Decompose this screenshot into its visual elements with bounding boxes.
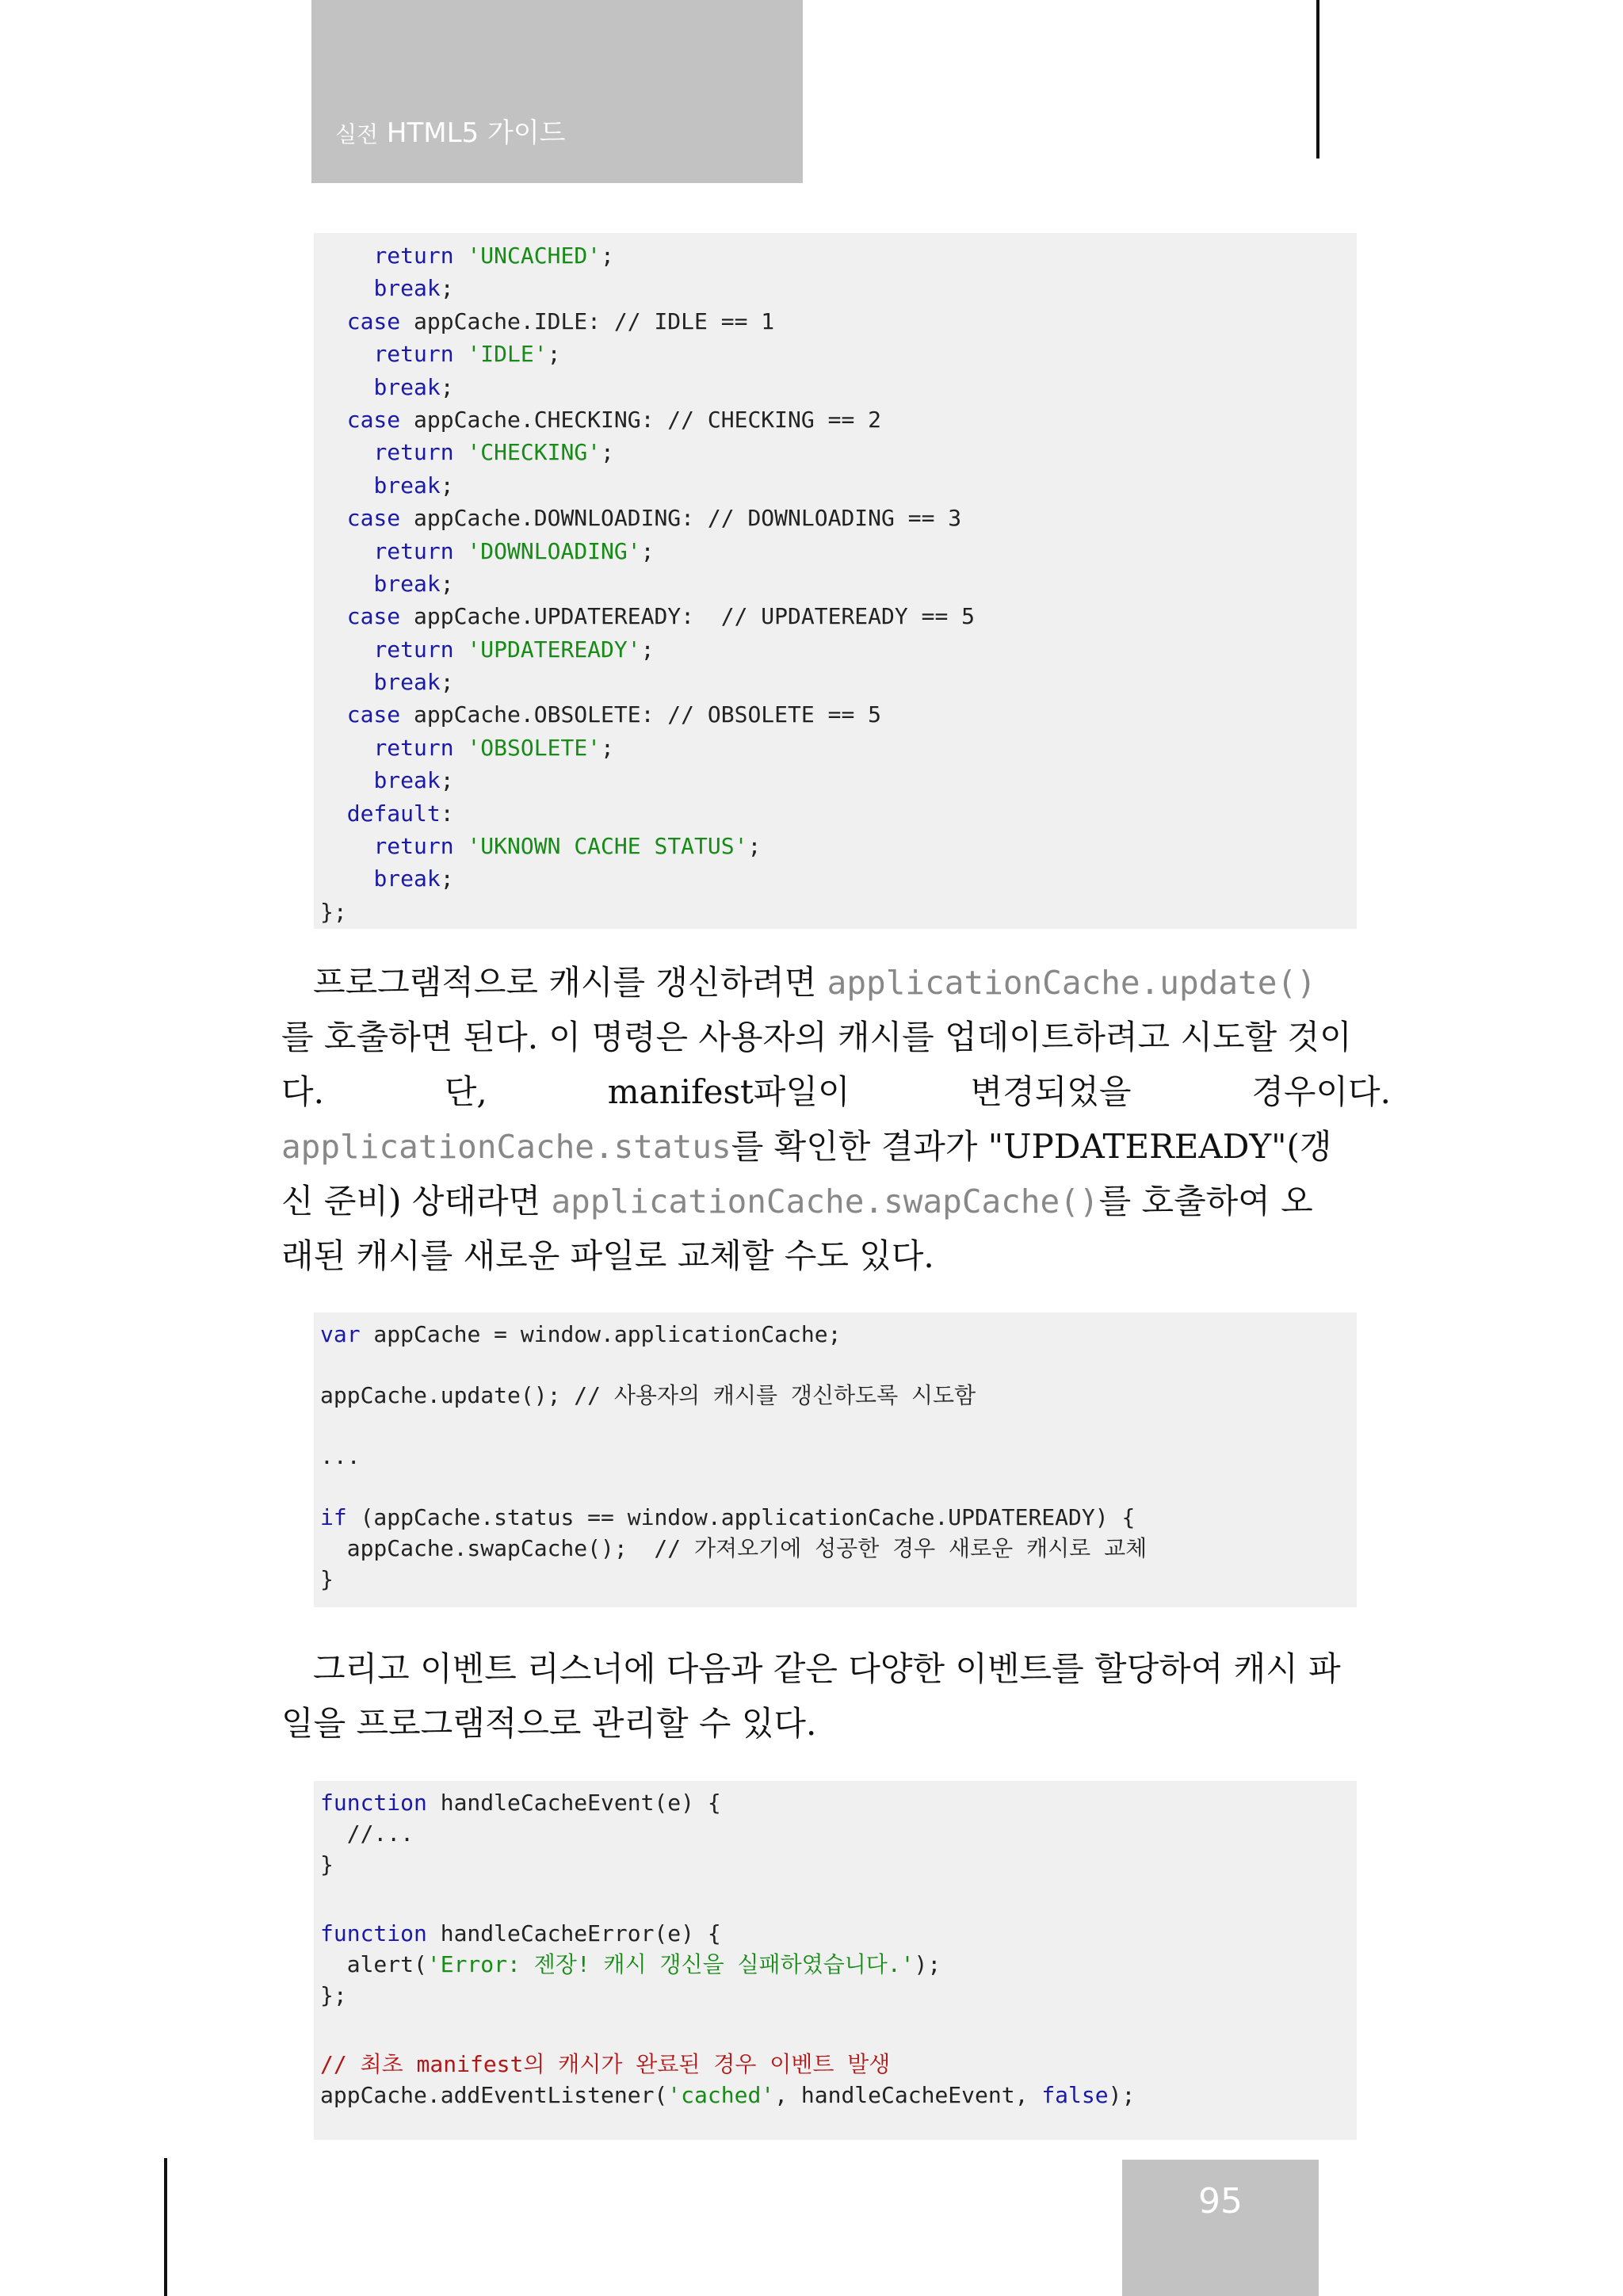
- code3-line6: };: [320, 1982, 347, 2008]
- code3-line5: alert('Error: 젠장! 캐시 갱신을 실패하였습니다.');: [320, 1951, 941, 1977]
- code-application-cache-swapcache: applicationCache.swapCache(): [551, 1182, 1099, 1221]
- book-title-main: HTML5 가이드: [386, 117, 566, 149]
- code1-line: break;: [373, 767, 454, 794]
- para2-line2: 일을 프로그램적으로 관리할 수 있다.: [281, 1704, 817, 1743]
- code-application-cache-update: applicationCache.update(): [827, 964, 1316, 1002]
- code3-line4: function handleCacheError(e) {: [320, 1920, 721, 1946]
- page-number-band: [1122, 2160, 1319, 2296]
- paragraph-update-cache: [281, 955, 1391, 1283]
- para1-line6: 래된 캐시를 새로운 파일로 교체할 수도 있다.: [281, 1236, 934, 1275]
- code-block-update: [314, 1312, 1357, 1607]
- code1-line: break;: [373, 669, 454, 696]
- code2-line5: appCache.swapCache(); // 가져오기에 성공한 경우 새로운 캐시로 교체: [320, 1535, 1148, 1561]
- code1-line: return 'OBSOLETE';: [373, 734, 614, 761]
- code1-line: return 'DOWNLOADING';: [373, 537, 655, 564]
- para1-line1: 프로그램적으로 캐시를 갱신하려면 applicationCache.update(): [313, 963, 1316, 1002]
- code1-line: return 'CHECKING';: [373, 439, 614, 466]
- code-block-events: [314, 1781, 1357, 2140]
- code3-line7: // 최초 manifest의 캐시가 완료된 경우 이벤트 발생: [320, 2051, 891, 2077]
- code3-line3: }: [320, 1851, 334, 1878]
- top-rule: [1316, 0, 1319, 159]
- code3-line1: function handleCacheEvent(e) {: [320, 1790, 721, 1816]
- code1-line: default:: [346, 800, 454, 827]
- code2-line3: ...: [320, 1443, 361, 1469]
- code1-line: case appCache.IDLE: // IDLE == 1: [346, 308, 775, 334]
- para1-line2: 를 호출하면 된다. 이 명령은 사용자의 캐시를 업데이트하려고 시도할 것이: [281, 1018, 1352, 1056]
- code2-line6: }: [320, 1566, 334, 1592]
- code1-line: break;: [373, 570, 454, 597]
- code1-line: return 'IDLE';: [373, 341, 561, 368]
- code1-line: return 'UPDATEREADY';: [373, 636, 655, 663]
- code1-line: };: [320, 898, 347, 925]
- code2-line2: appCache.update(); // 사용자의 캐시를 갱신하도록 시도함: [320, 1382, 976, 1408]
- code-block-switch: [314, 233, 1357, 929]
- code1-line: break;: [373, 472, 454, 499]
- book-title: [335, 111, 566, 150]
- code2-line4: if (appCache.status == window.applicationCache.UPDATEREADY) {: [320, 1504, 1136, 1530]
- header-band: [311, 0, 803, 183]
- code3-line2: //...: [320, 1820, 414, 1847]
- code2-line1: var appCache = window.applicationCache;: [320, 1321, 842, 1347]
- code1-line: return 'UKNOWN CACHE STATUS';: [373, 833, 762, 860]
- code1-line: break;: [373, 275, 454, 302]
- paragraph-event-listeners: [281, 1641, 1391, 1751]
- para1-line3: 다. 단, manifest파일이 변경되었을 경우이다.: [281, 1072, 1391, 1111]
- para1-line5: 신 준비) 상태라면 applicationCache.swapCache()를 호출하여 오: [281, 1182, 1313, 1221]
- code1-line: break;: [373, 373, 454, 400]
- code1-line: case appCache.UPDATEREADY: // UPDATEREADY == 5: [346, 603, 976, 630]
- para1-line4: applicationCache.status를 확인한 결과가 "UPDATEREADY"(갱: [281, 1127, 1332, 1166]
- code1-line: case appCache.OBSOLETE: // OBSOLETE == 5: [346, 701, 882, 728]
- code1-line: break;: [373, 865, 454, 892]
- code1-line: case appCache.CHECKING: // CHECKING == 2: [346, 406, 882, 433]
- code-application-cache-status: applicationCache.status: [281, 1128, 731, 1166]
- code3-line8: appCache.addEventListener('cached', handleCacheEvent, false);: [320, 2082, 1136, 2108]
- bottom-rule: [164, 2158, 167, 2296]
- page-number: 95: [1198, 2181, 1243, 2222]
- book-title-prefix: 실전: [335, 121, 379, 147]
- code1-line: case appCache.DOWNLOADING: // DOWNLOADING == 3: [346, 505, 962, 532]
- code1-line: return 'UNCACHED';: [373, 243, 614, 269]
- para2-line1: 그리고 이벤트 리스너에 다음과 같은 다양한 이벤트를 할당하여 캐시 파: [313, 1649, 1341, 1688]
